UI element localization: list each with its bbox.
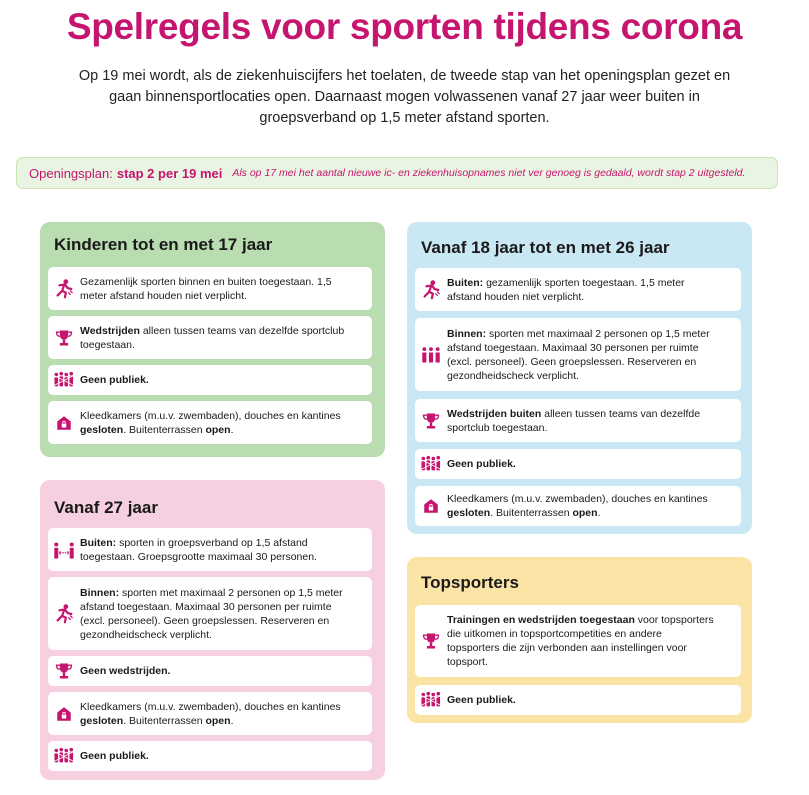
banner-lead: Openingsplan: [29,165,113,181]
afstand-icon [48,540,80,560]
panel-18-26 [407,222,752,534]
rule-text: Kleedkamers (m.u.v. zwembaden), douches en kantines gesloten. Buitenterrassen open. [80,409,341,436]
groep-icon [415,345,447,365]
rule-card [48,692,372,735]
publiek-icon [415,454,447,474]
rule-text: Geen wedstrijden. [80,665,171,677]
panel-topsporters [407,557,752,723]
rule-card [415,605,741,677]
rule-card [415,449,741,479]
rule-card [48,365,372,395]
sporter-icon [415,279,447,301]
rule-card [48,741,372,771]
rule-text: Buiten: sporten in groepsverband op 1,5 afstand toegestaan. Groepsgrootte maximaal 30 personen. [80,536,317,563]
intro-line: gaan binnensportlocaties open. Daarnaast mogen volwassenen vanaf 27 jaar weer buiten in [109,89,700,105]
rule-card [48,267,372,310]
rule-text: Gezamenlijk sporten binnen en buiten toegestaan. 1,5 meter afstand houden niet verplicht. [80,275,332,302]
rule-card [48,656,372,686]
rule-text: Kleedkamers (m.u.v. zwembaden), douches en kantines gesloten. Buitenterrassen open. [80,700,341,727]
house-icon [48,414,80,432]
rule-card [415,399,741,442]
publiek-icon [48,370,80,390]
publiek-icon [415,690,447,710]
rule-card [48,528,372,571]
sporter-icon [48,278,80,300]
banner-step: stap 2 per 19 mei [116,165,223,181]
rule-text: Geen publiek. [80,750,149,762]
rule-text: Geen publiek. [447,694,516,706]
intro-text [40,66,769,129]
rule-text: Geen publiek. [447,458,516,470]
rule-text: Trainingen en wedstrijden toegestaan voor topsporters die uitkomen in topsportcompetities en andere topsporters die zijn verbonden aan instellingen voor topsport. [447,614,714,668]
panel-27-plus [40,480,385,780]
rule-text: Buiten: gezamenlijk sporten toegestaan. 1,5 meter afstand houden niet verplicht. [447,276,685,303]
trophy-icon [48,661,80,681]
intro-line: groepsverband op 1,5 meter afstand sporten. [259,110,550,126]
page-title: Spelregels voor sporten tijdens corona [66,6,743,47]
sporter-icon [48,603,80,625]
rule-card [48,401,372,444]
rule-card [48,316,372,359]
rule-text: Binnen: sporten met maximaal 2 personen op 1,5 meter afstand toegestaan. Maximaal 30 personen per ruimte (excl. personeel). Geen groepslessen. Reserveren en gezondheidscheck verplicht. [447,327,710,382]
intro-line: Op 19 mei wordt, als de ziekenhuiscijfers het toelaten, de tweede stap van het openingsplan gezet en [78,68,731,84]
house-icon [48,705,80,723]
openingsplan-banner [16,157,778,189]
trophy-icon [48,328,80,348]
rule-card [48,577,372,650]
rule-text: Wedstrijden alleen tussen teams van dezelfde sportclub toegestaan. [80,324,345,351]
panel-title: Vanaf 27 jaar [54,498,158,517]
publiek-icon [48,746,80,766]
rule-text: Geen publiek. [80,374,149,386]
rule-text: Kleedkamers (m.u.v. zwembaden), douches en kantines gesloten. Buitenterrassen open. [447,493,708,519]
rule-card [415,318,741,391]
panel-title: Kinderen tot en met 17 jaar [54,235,273,254]
banner-note: Als op 17 mei het aantal nieuwe ic- en ziekenhuisopnames niet ver genoeg is gedaald, wordt stap 2 uitgesteld. [232,167,746,179]
panel-title: Vanaf 18 jaar tot en met 26 jaar [421,238,670,257]
trophy-icon [415,631,447,651]
rule-text: Wedstrijden buiten alleen tussen teams van dezelfde sportclub toegestaan. [447,407,701,434]
panel-title: Topsporters [421,573,519,592]
house-icon [415,497,447,515]
rule-card [415,685,741,715]
rule-card [415,486,741,526]
rule-text: Binnen: sporten met maximaal 2 personen op 1,5 meter afstand toegestaan. Maximaal 30 personen per ruimte (excl. personeel). Geen groepslessen. Reserveren en gezondheidscheck verplicht. [80,586,343,641]
rule-card [415,268,741,311]
panel-kinderen [40,222,385,457]
trophy-icon [415,411,447,431]
